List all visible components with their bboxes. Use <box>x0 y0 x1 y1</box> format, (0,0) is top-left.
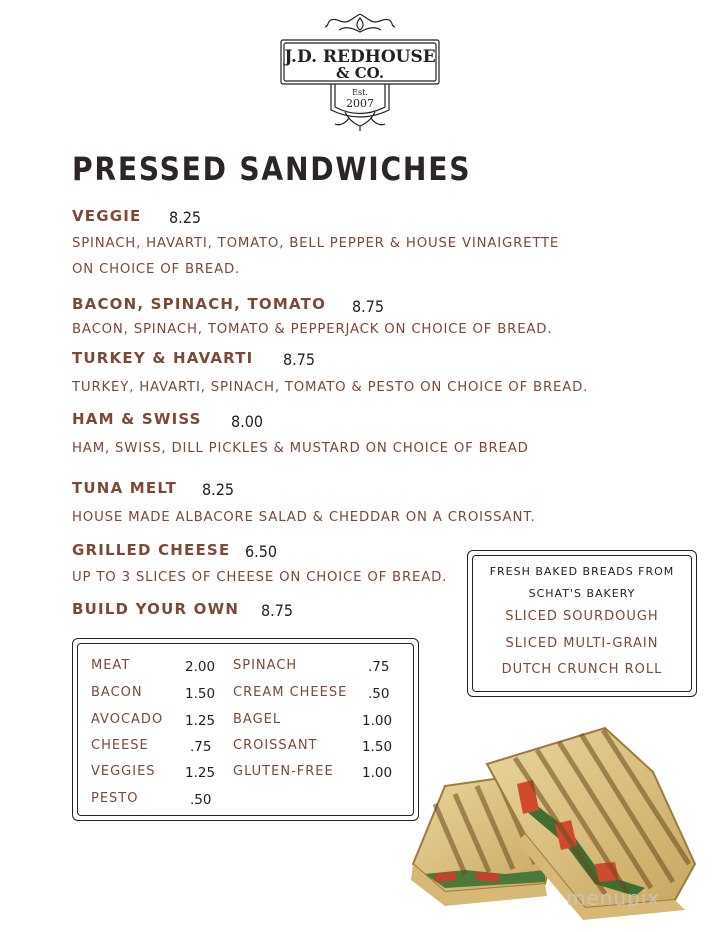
addon-price: .50 <box>368 686 390 702</box>
addon-name: CHEESE <box>91 738 149 753</box>
addon-price: 1.50 <box>362 739 393 755</box>
item-price-turkey-havarti: 8.75 <box>283 350 316 369</box>
addon-name: BAGEL <box>233 712 282 727</box>
item-price-bacon-spinach-tomato: 8.75 <box>352 297 385 316</box>
item-name-turkey-havarti: TURKEY & HAVARTI <box>72 349 254 367</box>
item-desc-grilled-cheese: UP TO 3 SLICES OF CHEESE ON CHOICE OF BREAD. <box>72 570 448 585</box>
addon-price: .50 <box>190 792 212 808</box>
addon-name: MEAT <box>91 658 131 673</box>
item-name-veggie: VEGGIE <box>72 207 142 225</box>
addon-name: BACON <box>91 685 143 700</box>
addon-name: AVOCADO <box>91 712 164 727</box>
addon-name: CROISSANT <box>233 738 318 753</box>
item-name-tuna-melt: TUNA MELT <box>72 479 178 497</box>
addon-name: GLUTEN-FREE <box>233 764 334 779</box>
item-price-grilled-cheese: 6.50 <box>245 542 278 561</box>
watermark: menupix <box>566 886 661 910</box>
addon-price: 1.25 <box>185 713 216 729</box>
item-name-ham-swiss: HAM & SWISS <box>72 410 202 428</box>
bread-item: DUTCH CRUNCH ROLL <box>501 662 663 677</box>
addons-box <box>72 638 419 821</box>
addon-price: 2.00 <box>185 659 216 675</box>
item-price-veggie: 8.25 <box>169 208 202 227</box>
logo <box>279 12 441 132</box>
addon-name: SPINACH <box>233 658 298 673</box>
page-title: PRESSED SANDWICHES <box>72 150 472 188</box>
item-name-build-your-own: BUILD YOUR OWN <box>72 600 240 618</box>
item-desc-turkey-havarti: TURKEY, HAVARTI, SPINACH, TOMATO & PESTO ON CHOICE OF BREAD. <box>72 380 589 395</box>
item-name-bacon-spinach-tomato: BACON, SPINACH, TOMATO <box>72 295 327 313</box>
logo-line1: J.D. REDHOUSE <box>284 47 436 67</box>
addon-name: PESTO <box>91 791 139 806</box>
item-price-tuna-melt: 8.25 <box>202 480 235 499</box>
item-desc-ham-swiss: HAM, SWISS, DILL PICKLES & MUSTARD ON CHOICE OF BREAD <box>72 441 529 456</box>
bread-item: SLICED SOURDOUGH <box>505 609 659 624</box>
bread-item: SLICED MULTI-GRAIN <box>505 636 659 651</box>
item-name-grilled-cheese: GRILLED CHEESE <box>72 541 231 559</box>
breads-heading-line2: SCHAT'S BAKERY <box>528 587 636 600</box>
addon-price: 1.50 <box>185 686 216 702</box>
item-desc-veggie-2: ON CHOICE OF BREAD. <box>72 262 241 277</box>
logo-est: Est. <box>352 88 368 97</box>
addon-name: VEGGIES <box>91 764 156 779</box>
addon-price: .75 <box>368 659 390 675</box>
item-desc-bacon-spinach-tomato: BACON, SPINACH, TOMATO & PEPPERJACK ON CHOICE OF BREAD. <box>72 322 553 337</box>
item-desc-tuna-melt: HOUSE MADE ALBACORE SALAD & CHEDDAR ON A CROISSANT. <box>72 510 536 525</box>
breads-heading <box>468 561 696 605</box>
item-desc-veggie: SPINACH, HAVARTI, TOMATO, BELL PEPPER & HOUSE VINAIGRETTE <box>72 236 560 251</box>
item-price-ham-swiss: 8.00 <box>231 412 264 431</box>
addon-price: 1.00 <box>362 765 393 781</box>
addon-name: CREAM CHEESE <box>233 685 348 700</box>
addon-price: .75 <box>190 739 212 755</box>
breads-heading-line1: FRESH BAKED BREADS FROM <box>489 565 675 578</box>
logo-year: 2007 <box>346 97 374 110</box>
breads-box <box>467 550 697 697</box>
logo-line2: & CO. <box>335 64 385 82</box>
addon-price: 1.25 <box>185 765 216 781</box>
item-price-build-your-own: 8.75 <box>261 601 294 620</box>
addon-price: 1.00 <box>362 713 393 729</box>
